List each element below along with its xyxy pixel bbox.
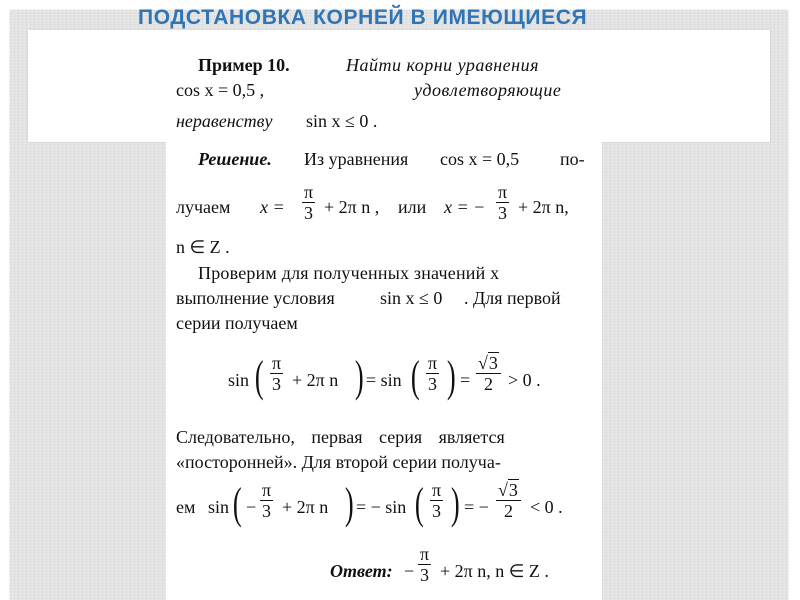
textbook-page	[166, 44, 602, 600]
answer-tail: + 2π n, n ∈ Z .	[440, 561, 549, 581]
solution-po: по-	[560, 149, 585, 169]
check-text-1: Проверим для полученных значений x	[198, 263, 500, 283]
f2-fraction	[258, 480, 275, 521]
frac-num: π	[272, 353, 282, 373]
example-label: Пример 10.	[198, 55, 290, 75]
frac-den: 3	[426, 373, 439, 394]
solution-equation: cos x = 0,5	[440, 149, 520, 169]
f2-rparen: )	[344, 479, 354, 528]
f2-lparen-2: (	[414, 479, 424, 528]
check-text-3: серии получаем	[176, 313, 298, 333]
frac-num: π	[420, 544, 430, 564]
x-equals-1: x =	[260, 197, 285, 217]
condition-satisfy: удовлетворяющие	[414, 80, 562, 100]
conclusion-text-2: «посторонней». Для второй серии получа-	[176, 452, 501, 472]
frac-den: 2	[496, 500, 521, 521]
f2-fraction-2	[428, 480, 445, 521]
solution-label: Решение.	[198, 149, 272, 169]
f2-em: ем	[176, 497, 196, 517]
check-condition: sin x ≤ 0	[380, 288, 443, 308]
f2-plus: + 2π n	[282, 497, 329, 517]
frac-den: 3	[418, 564, 431, 585]
frac-num: π	[262, 480, 272, 500]
frac-num: π	[432, 480, 442, 500]
frac-den: 3	[260, 500, 273, 521]
frac-num: π	[498, 182, 508, 202]
f1-rparen: )	[354, 352, 364, 401]
f2-sin: sin	[208, 497, 230, 517]
f1-fraction-2	[424, 353, 441, 394]
x-equals-2: x = −	[444, 197, 486, 217]
f1-eq: =	[460, 370, 471, 390]
condition-ineq-word: неравенству	[176, 111, 273, 131]
f1-sin: sin	[228, 370, 250, 390]
f1-eq-sin: = sin	[366, 370, 402, 390]
check-text-2b: . Для первой	[464, 288, 561, 308]
condition-inequality: sin x ≤ 0 .	[306, 111, 378, 131]
f1-lparen-2: (	[410, 352, 420, 401]
answer-minus: −	[404, 561, 415, 581]
slide-title: ПОДСТАНОВКА КОРНЕЙ В ИМЕЮЩИЕСЯ	[138, 6, 588, 29]
f1-rparen-2: )	[446, 352, 456, 401]
f2-rparen-2: )	[450, 479, 460, 528]
f1-fraction	[268, 353, 285, 394]
f2-lt: < 0 .	[530, 497, 563, 517]
answer-fraction	[416, 544, 433, 585]
frac-den: 3	[430, 500, 443, 521]
root2-tail: + 2π n,	[518, 197, 569, 217]
frac-den: 3	[496, 202, 509, 223]
f2-minus: −	[246, 497, 257, 517]
frac-den: 3	[270, 373, 283, 394]
frac-num: π	[304, 182, 314, 202]
conclusion-text-1: Следовательно, первая серия является	[176, 427, 505, 447]
f1-lparen: (	[254, 352, 264, 401]
f1-plus: + 2π n	[292, 370, 339, 390]
sqrt-radicand: 3	[488, 353, 498, 373]
f2-eq-minus: = −	[464, 497, 489, 517]
frac-den: 2	[476, 373, 501, 394]
f1-gt: > 0 .	[508, 370, 541, 390]
n-in-z: n ∈ Z .	[176, 237, 230, 257]
f2-lparen: (	[232, 479, 242, 528]
check-text-2a: выполнение условия	[176, 288, 335, 308]
root2-fraction	[494, 182, 511, 223]
obtain-word: лучаем	[176, 197, 231, 217]
f1-sqrt-fraction: $\frac{√3}{2}$	[474, 353, 503, 394]
answer-label: Ответ:	[330, 561, 393, 581]
f2-sqrt-fraction: $\frac{√3}{2}$	[494, 480, 523, 521]
f2-eq-minus-sin: = − sin	[356, 497, 407, 517]
or-word: или	[398, 197, 427, 217]
frac-num: π	[428, 353, 438, 373]
root1-fraction	[300, 182, 317, 223]
root1-tail: + 2π n ,	[324, 197, 380, 217]
condition-equation: cos x = 0,5 ,	[176, 80, 265, 100]
example-task: Найти корни уравнения	[346, 55, 539, 75]
frac-den: 3	[302, 202, 315, 223]
sqrt-radicand: 3	[508, 480, 518, 500]
solution-from: Из уравнения	[304, 149, 409, 169]
